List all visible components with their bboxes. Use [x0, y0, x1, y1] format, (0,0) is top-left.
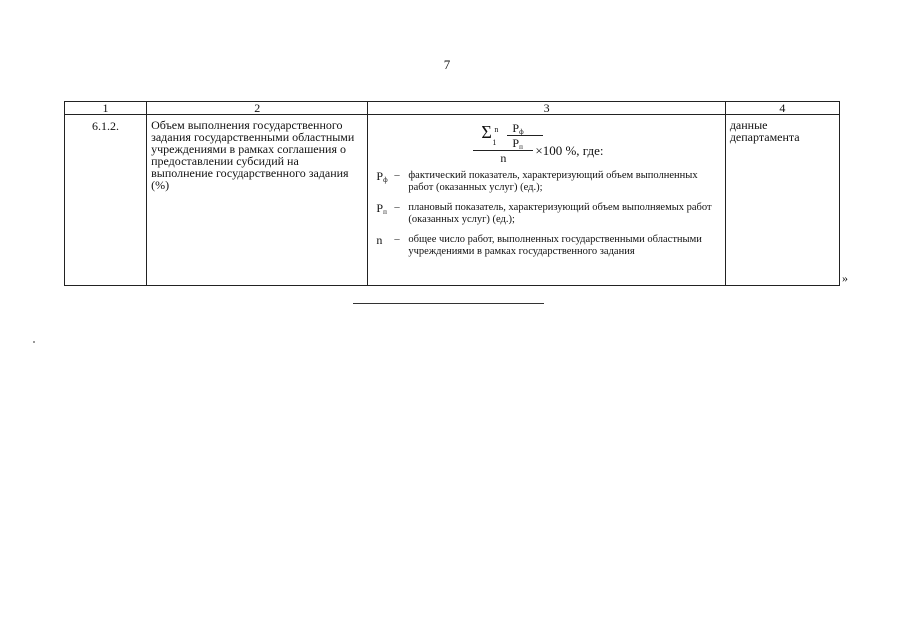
formula-denominator: Рп [512, 136, 523, 151]
sum-lower-limit: 1 [492, 138, 497, 147]
column-header-4: 4 [725, 102, 839, 115]
definition-item [376, 202, 722, 226]
definition-item [376, 234, 722, 258]
sum-upper-limit: n [494, 125, 499, 134]
definition-symbol: n [376, 233, 383, 247]
scan-speck [33, 341, 35, 343]
indicator-name: Объем выполнения государственного задания государственными областными учреждениями в рамках соглашения о предоставлении субсидий на выполнение государственного задания (%) [147, 115, 368, 286]
row-number: 6.1.2. [65, 115, 147, 286]
column-header-1: 1 [65, 102, 147, 115]
table-row [65, 115, 840, 286]
sum-symbol: Σ [481, 122, 492, 142]
formula-divisor: n [500, 151, 507, 165]
definition-symbol: Рп [376, 201, 387, 216]
calculation-method [368, 115, 725, 286]
column-header-2: 2 [147, 102, 368, 115]
definition-text: фактический показатель, характеризующий объем выполненных работ (оказанных услуг) (ед.); [408, 170, 698, 193]
definition-dash: – [394, 234, 400, 245]
definition-item [376, 170, 722, 194]
formula [368, 115, 724, 170]
definition-dash: – [394, 202, 400, 213]
page-number: 7 [443, 57, 451, 72]
data-source: данные департамента [725, 115, 839, 286]
definition-text: плановый показатель, характеризующий объем выполняемых работ (оказанных услуг) (ед.); [408, 202, 712, 225]
separator-line [353, 303, 544, 304]
symbol-definitions [368, 170, 724, 258]
indicator-table [64, 101, 840, 286]
definition-symbol: Рф [376, 169, 388, 184]
column-header-3: 3 [368, 102, 725, 115]
closing-quote: » [842, 271, 848, 285]
definition-dash: – [394, 170, 400, 181]
definition-text: общее число работ, выполненных государственными областными учреждениями в рамках государственного задания [408, 234, 702, 257]
formula-suffix: ×100 %, где: [535, 143, 604, 158]
table-header-row [65, 102, 840, 115]
formula-numerator: Рф [512, 121, 524, 136]
